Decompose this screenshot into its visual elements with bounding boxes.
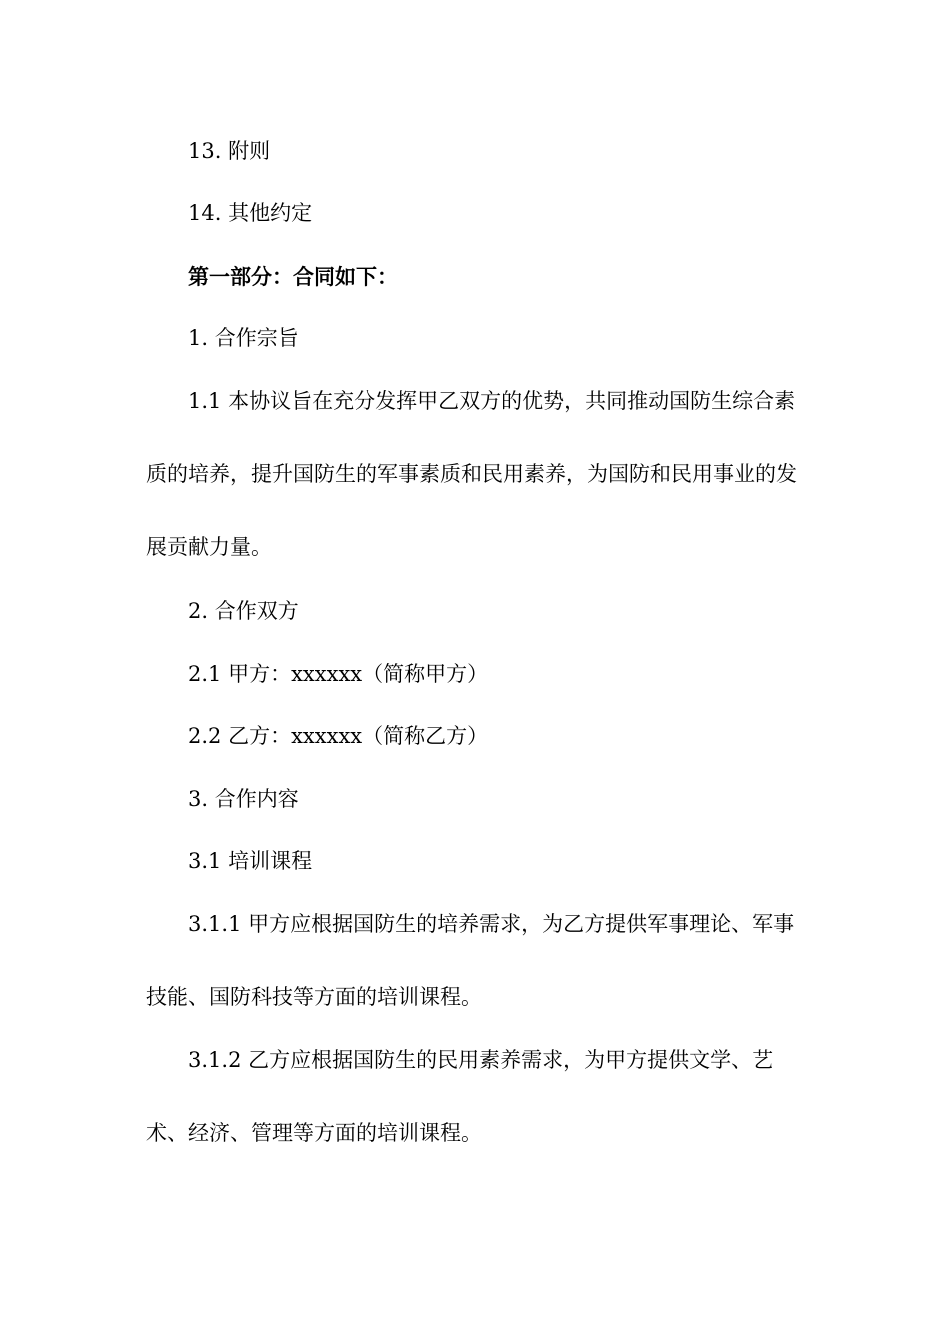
- section-2-heading: 2. 合作双方: [188, 599, 299, 623]
- section-2-2-text: 2.2 乙方：xxxxxx（简称乙方）: [188, 724, 489, 748]
- section-3-heading: 3. 合作内容: [188, 787, 299, 811]
- section-2-1-text: 2.1 甲方：xxxxxx（简称甲方）: [188, 662, 489, 686]
- section-1-1-text: 1.1 本协议旨在充分发挥甲乙双方的优势，共同推动国防生综合素质的培养，提升国防生的军事素质和民用素养，为国防和民用事业的发展贡献力量。: [146, 389, 797, 559]
- section-14-other-agreements: 14. 其他约定: [188, 201, 313, 225]
- part-one-heading: 第一部分：合同如下：: [188, 264, 398, 289]
- section-1-heading: 1. 合作宗旨: [188, 326, 299, 350]
- section-3-1-1-text: 3.1.1 甲方应根据国防生的培养需求，为乙方提供军事理论、军事技能、国防科技等方面的培训课程。: [146, 912, 795, 1009]
- section-3-1-2-text: 3.1.2 乙方应根据国防生的民用素养需求，为甲方提供文学、艺术、经济、管理等方面的培训课程。: [146, 1048, 774, 1145]
- section-3-1-heading: 3.1 培训课程: [188, 849, 313, 873]
- section-13-appendix: 13. 附则: [188, 139, 271, 163]
